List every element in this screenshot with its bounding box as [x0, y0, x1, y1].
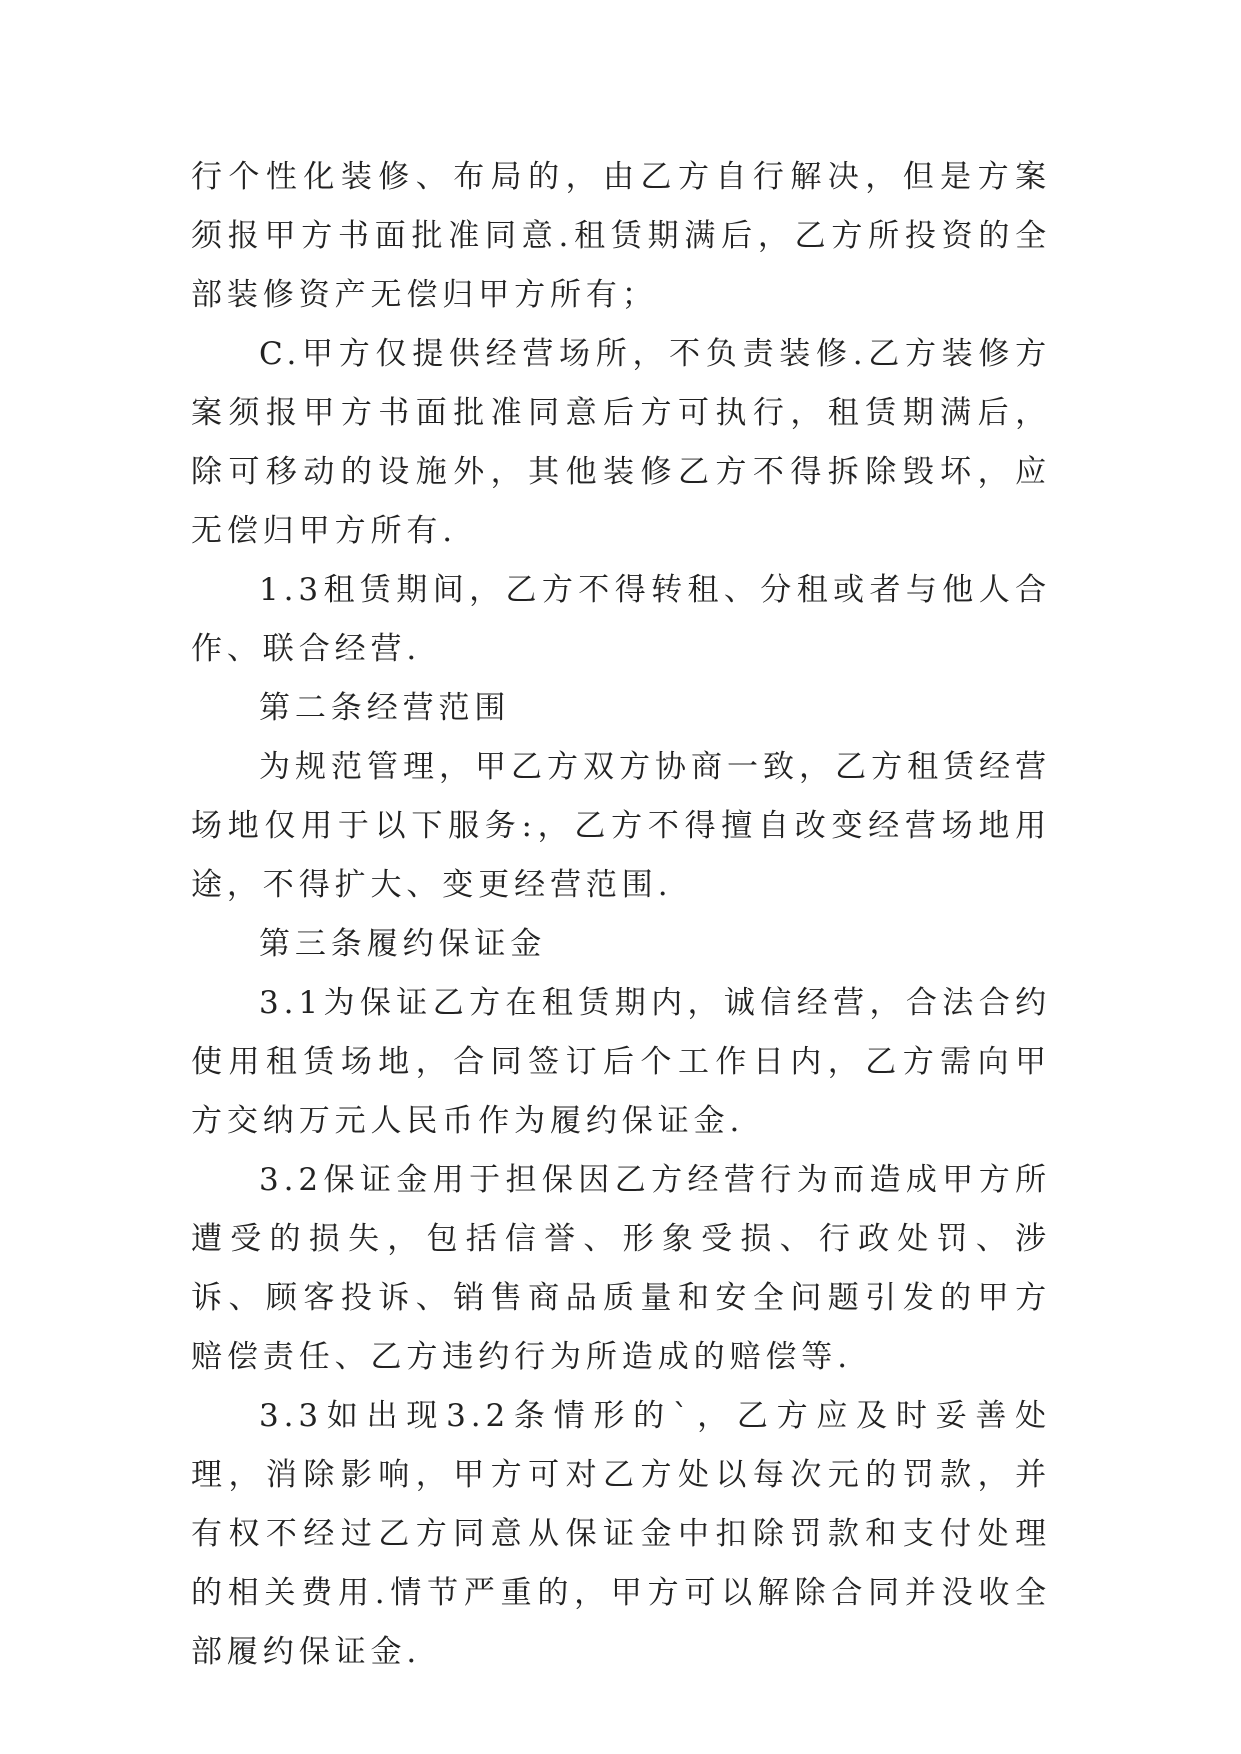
paragraph-business-scope: 为规范管理，甲乙方双方协商一致，乙方租赁经营场地仅用于以下服务:，乙方不得擅自改变经营场地用途，不得扩大、变更经营范围.	[191, 749, 1051, 903]
heading-article-3: 第三条履约保证金	[259, 926, 547, 962]
paragraph-decoration-continuation: 行个性化装修、布局的，由乙方自行解决，但是方案须报甲方书面批准同意.租赁期满后，乙方所投资的全部装修资产无偿归甲方所有；	[191, 159, 1051, 313]
paragraph-clause-3-3: 3.3如出现3.2条情形的`，乙方应及时妥善处理，消除影响，甲方可对乙方处以每次元的罚款，并有权不经过乙方同意从保证金中扣除罚款和支付处理的相关费用.情节严重的，甲方可以解除合同并没收全部履约保证金.	[191, 1398, 1051, 1670]
heading-article-2: 第二条经营范围	[259, 690, 511, 726]
paragraph-clause-c: C.甲方仅提供经营场所，不负责装修.乙方装修方案须报甲方书面批准同意后方可执行，租赁期满后，除可移动的设施外，其他装修乙方不得拆除毁坏，应无偿归甲方所有.	[191, 336, 1051, 549]
paragraph-clause-3-2: 3.2保证金用于担保因乙方经营行为而造成甲方所遭受的损失，包括信誉、形象受损、行政处罚、涉诉、顾客投诉、销售商品质量和安全问题引发的甲方赔偿责任、乙方违约行为所造成的赔偿等.	[191, 1162, 1051, 1375]
document-body	[191, 148, 1051, 1682]
paragraph-clause-1-3: 1.3租赁期间，乙方不得转租、分租或者与他人合作、联合经营.	[191, 572, 1051, 667]
paragraph-clause-3-1: 3.1为保证乙方在租赁期内，诚信经营，合法合约使用租赁场地，合同签订后个工作日内，乙方需向甲方交纳万元人民币作为履约保证金.	[191, 985, 1051, 1139]
